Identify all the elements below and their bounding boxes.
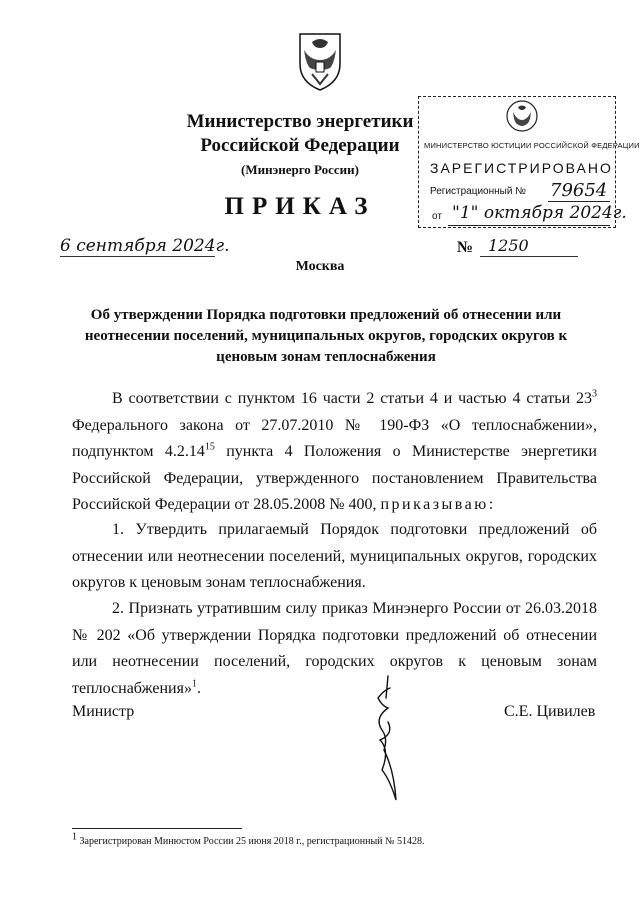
preamble-text-a: В соответствии с пунктом 16 части 2 статьи 4 и частью 4 статьи 23	[112, 390, 592, 407]
footnote-mark: 1	[72, 831, 77, 843]
ministry-name-line2: Российской Федерации	[200, 135, 400, 156]
stamp-date-value: "1" октября 2024г.	[452, 203, 627, 223]
handwritten-signature	[350, 670, 420, 820]
stamp-reg-underline	[548, 201, 610, 202]
footnote-separator	[72, 828, 242, 829]
footnote	[72, 831, 425, 847]
order-number-underline	[480, 256, 578, 257]
footnote-ref: 15	[204, 441, 215, 453]
stamp-reg-number: 79654	[550, 180, 608, 201]
order-title: Об утверждении Порядка подготовки предложений об отнесении или неотнесении поселений, муниципальных округов, городских округов к ценовым зонам теплоснабжения	[84, 307, 568, 365]
signatory-name: С.Е. Цивилев	[504, 703, 596, 720]
paragraph-item-1	[72, 517, 597, 597]
stamp-date-underline	[448, 225, 610, 226]
ministry-short-name: (Минэнерго России)	[241, 162, 359, 177]
ministry-name-line1: Министерство энергетики	[186, 111, 414, 132]
signatory-position: Министр	[72, 703, 135, 720]
stamp-ministry: МИНИСТЕРСТВО ЮСТИЦИИ РОССИЙСКОЙ ФЕДЕРАЦИИ	[424, 141, 640, 150]
item-2-end: .	[196, 679, 201, 697]
footnote-ref: 3	[592, 388, 597, 400]
item-2-text: 2. Признать утратившим силу приказ Минэнерго России от 26.03.2018 № 202 «Об утверждении Порядка подготовки предложений об отнесении или неотнесении поселений, городских округов к ценовым зонам теплоснабжения»	[72, 600, 597, 697]
order-number: 1250	[488, 236, 529, 255]
order-verb: приказываю:	[380, 496, 496, 513]
coat-of-arms-icon	[290, 30, 350, 92]
document-type: ПРИКАЗ	[224, 193, 376, 220]
order-number-sign: №	[457, 239, 474, 256]
item-1-text: 1. Утвердить прилагаемый Порядок подготовки предложений об отнесении или неотнесении поселений, муниципальных округов, городских округов к ценовым зонам теплоснабжения.	[72, 521, 597, 591]
footnote-text: Зарегистрирован Минюстом России 25 июня 2018 г., регистрационный № 51428.	[77, 836, 425, 847]
stamp-date-label: от	[432, 211, 442, 222]
order-city: Москва	[295, 259, 345, 274]
order-date-underline	[60, 256, 215, 257]
preamble-text-c: пункта 4 Положения о Министерстве энергетики Российской Федерации, утвержденного постановлением Правительства Российской Федерации от 28.05.2008 № 400,	[72, 443, 597, 513]
order-date: 6 сентября 2024г.	[60, 236, 230, 256]
preamble-text-b: Федерального закона от 27.07.2010 № 190-ФЗ «О теплоснабжении», подпунктом 4.2.14	[72, 416, 597, 460]
paragraph-preamble	[72, 386, 597, 519]
paragraph-item-2	[72, 596, 597, 702]
stamp-emblem-icon	[504, 98, 540, 134]
stamp-registered: ЗАРЕГИСТРИРОВАНО	[430, 160, 613, 176]
stamp-reg-label: Регистрационный №	[430, 186, 526, 197]
footnote-ref: 1	[191, 678, 197, 690]
